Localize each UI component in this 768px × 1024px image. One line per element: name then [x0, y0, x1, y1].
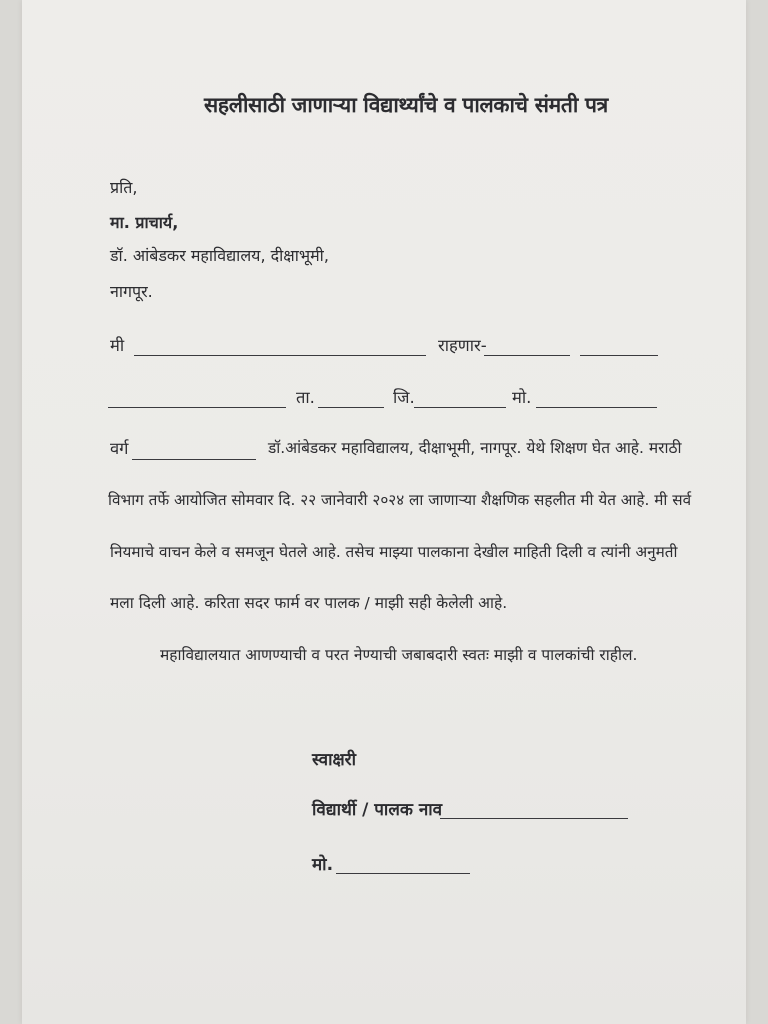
taluka-label: ता.	[296, 388, 315, 407]
name-label: मी	[110, 336, 125, 355]
village-blank[interactable]	[108, 407, 286, 408]
class-label: वर्ग	[110, 439, 129, 458]
responsibility-statement: महाविद्यालयात आणण्याची व परत नेण्याची जबाबदारी स्वतः माझी व पालकांची राहील.	[160, 646, 638, 664]
signature-mobile-label: मो.	[312, 855, 334, 875]
paragraph-line-1: डॉ.आंबेडकर महाविद्यालय, दीक्षाभूमी, नागपूर. येथे शिक्षण घेत आहे. मराठी	[268, 439, 682, 457]
paragraph-line-2: विभाग तर्फे आयोजित सोमवार दि. २२ जानेवारी २०२४ ला जाणाऱ्या शैक्षणिक सहलीत मी येत आहे. मी सर्व	[108, 491, 692, 509]
address-institution: डॉ. आंबेडकर महाविद्यालय, दीक्षाभूमी,	[110, 246, 329, 265]
signature-name-label: विद्यार्थी / पालक नाव	[312, 800, 443, 820]
signature-mobile-blank[interactable]	[336, 873, 470, 874]
signature-name-blank[interactable]	[440, 818, 628, 819]
paragraph-line-4: मला दिली आहे. करिता सदर फार्म वर पालक / माझी सही केलेली आहे.	[110, 594, 508, 612]
document-title: सहलीसाठी जाणाऱ्या विद्यार्थ्यांचे व पालकाचे संमती पत्र	[204, 93, 608, 117]
taluka-blank[interactable]	[318, 407, 384, 408]
class-blank[interactable]	[132, 459, 256, 460]
name-blank[interactable]	[134, 355, 426, 356]
residence-blank-2[interactable]	[580, 355, 658, 356]
paragraph-line-3: नियमाचे वाचन केले व समजून घेतले आहे. तसेच माझ्या पालकाना देखील माहिती दिली व त्यांनी अनुमती	[110, 543, 678, 561]
signature-heading: स्वाक्षरी	[312, 750, 357, 770]
district-label: जि.	[393, 388, 415, 407]
address-to: प्रति,	[110, 178, 138, 197]
address-recipient: मा. प्राचार्य,	[110, 213, 179, 232]
district-blank[interactable]	[414, 407, 506, 408]
residence-blank-1[interactable]	[484, 355, 570, 356]
mobile-blank[interactable]	[536, 407, 657, 408]
address-city: नागपूर.	[110, 282, 153, 301]
residence-label: राहणार-	[438, 336, 487, 355]
mobile-label: मो.	[512, 388, 532, 407]
consent-form-page	[22, 0, 746, 1024]
